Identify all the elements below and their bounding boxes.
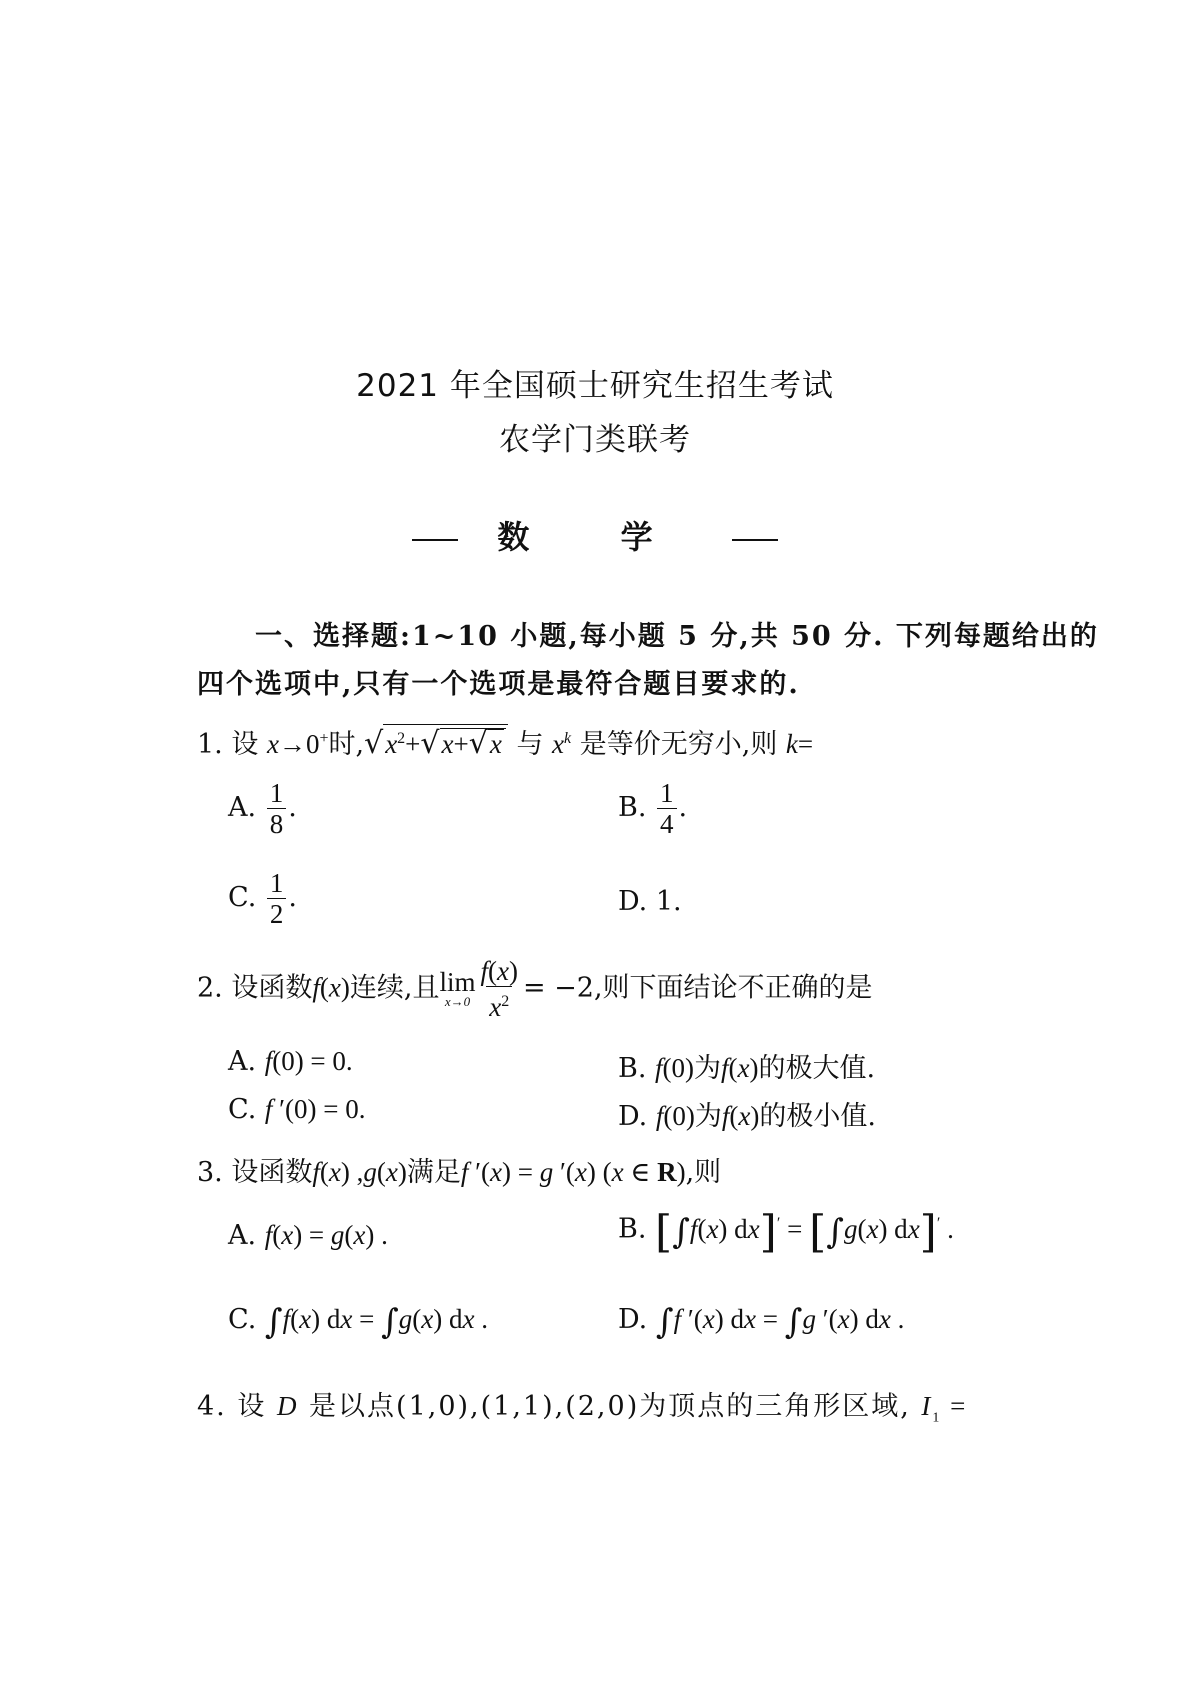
question-2: 2. 设函数f(x)连续,且 lim x→0 $\frac{f(x)}{x^2}$ = −2,则下面结论不正确的是 [197,956,873,1022]
question-4: 4. 设 D 是以点(1,0),(1,1),(2,0)为顶点的三角形区域, $I_1$ = [197,1391,968,1426]
question-3: 3. 设函数f(x) ,g(x)满足f ′(x) = g ′(x) (x ∈ R),则 [197,1157,722,1188]
question-1: 1. 设 x→0+时$,√x^2+√x+√x$ 与 $x^k$ 是等价无穷小,则 k= [197,726,814,761]
q2-option-b[interactable]: B. f(0)为f(x)的极大值. [618,1053,876,1084]
exam-category: 农学门类联考 [499,422,691,458]
q2-option-a[interactable]: A. f(0) = 0. [228,1046,353,1077]
section-instruction-line2: 四个选项中,只有一个选项是最符合题目要求的. [197,669,800,700]
limit-expression: x→0+ [266,729,329,759]
sqrt-expression: $√x^2+√x+√x$ [364,729,508,759]
fraction: $\frac{1}{4}$ [657,778,677,839]
exam-title: 2021 年全国硕士研究生招生考试 [356,368,834,404]
fraction: $\frac{1}{8}$ [267,778,287,839]
q3-option-a[interactable]: A. f(x) = g(x) . [228,1220,388,1251]
question-number: 1. [197,729,223,760]
q2-option-d[interactable]: D. f(0)为f(x)的极小值. [618,1101,876,1132]
question-number: 2. [197,972,223,1004]
q1-option-b[interactable]: B. $\frac{1}{4}$ . [618,778,688,839]
power-expression: $x^k$ [552,729,572,759]
question-number: 3. [197,1157,223,1188]
question-number: 4. [197,1391,227,1422]
q1-option-c[interactable]: C. $\frac{1}{2}$ . [228,868,297,929]
section-instruction-line1: 一、选择题:1~10 小题,每小题 5 分,共 50 分. 下列每题给出的 [255,621,1099,652]
q1-option-d[interactable]: D. 1. [618,886,682,917]
q3-option-b[interactable]: B. [∫f(x) dx]′ = [∫g(x) dx]′ . [618,1206,954,1257]
q1-option-a[interactable]: A. $\frac{1}{8}$ . [228,778,297,839]
right-dash [732,539,778,541]
fraction: $\frac{1}{2}$ [267,868,287,929]
subject-label: 数 学 [497,518,693,556]
left-dash [412,539,458,541]
subject-heading [0,512,1190,558]
fraction: $\frac{f(x)}{x^2}$ [480,956,518,1022]
q2-option-c[interactable]: C. f ′(0) = 0. [228,1094,366,1125]
q3-option-c[interactable]: C. ∫f(x) dx = ∫g(x) dx . [228,1302,488,1342]
lim-operator: lim x→0 [439,967,476,1009]
q3-option-d[interactable]: D. ∫f ′(x) dx = ∫g ′(x) dx . [618,1302,905,1342]
